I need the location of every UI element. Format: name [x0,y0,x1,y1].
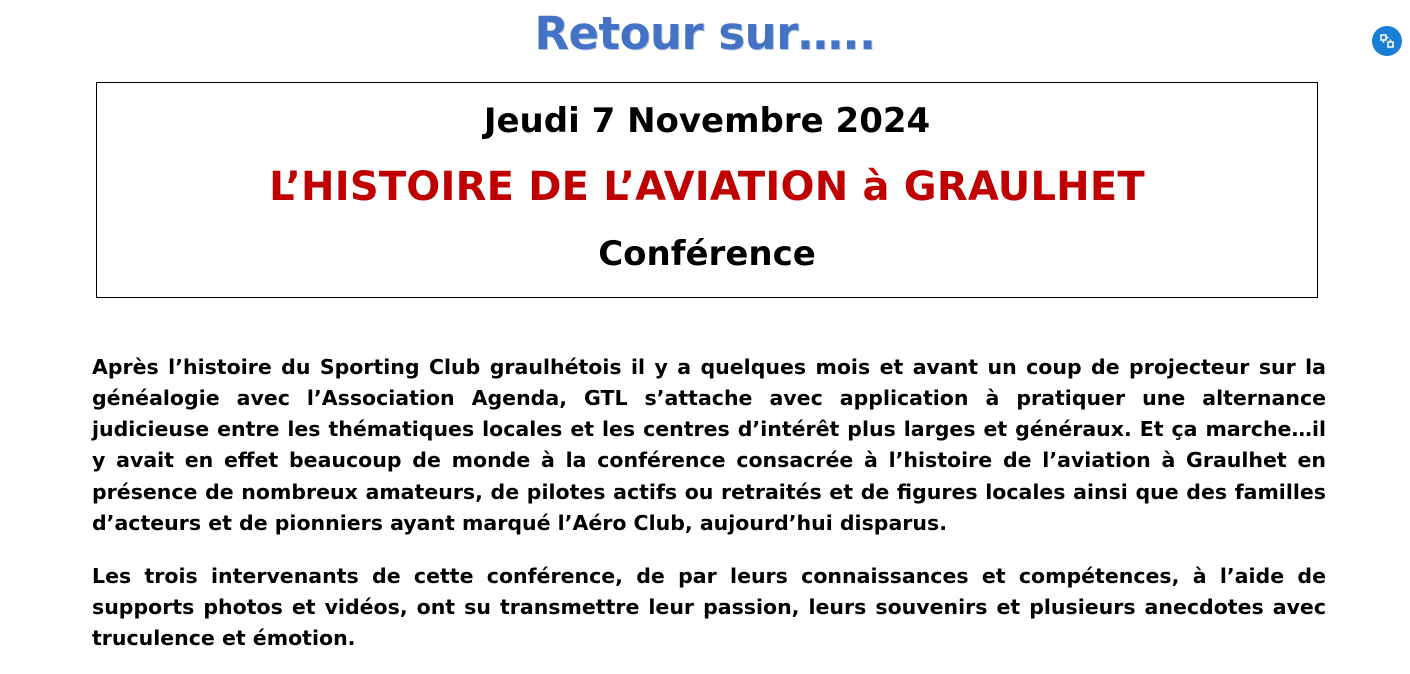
title-box [96,82,1318,298]
retour-heading: Retour sur….. [534,7,876,60]
retour-heading-wrap [0,7,1410,60]
event-date: Jeudi 7 Novembre 2024 [483,101,931,141]
paragraph-2: Les trois intervenants de cette conférence, de par leurs connaissances et compétences, à l’aide de supports photos et vidéos, ont su transmettre leur passion, leurs souvenirs et plusieurs anecdotes avec truculence et émotion. [92,563,1326,651]
article-body [92,352,1326,654]
paragraph-1: Après l’histoire du Sporting Club graulhétois il y a quelques mois et avant un coup de projecteur sur la généalogie avec l’Association Agenda, GTL s’attache avec application à pratiquer une alternance judicieuse entre les thématiques locales et les centres d’intérêt plus larges et généraux. Et ça marche…il y avait en effet beaucoup de monde à la conférence consacrée à l’histoire de l’aviation à Graulhet en présence de nombreux amateurs, de pilotes actifs ou retraités et de figures locales ainsi que des familles d’acteurs et de pionniers ayant marqué l’Aéro Club, aujourd’hui disparus. [92,355,1326,535]
event-title: L’HISTOIRE DE L’AVIATION à GRAULHET [269,163,1145,210]
event-subtitle: Conférence [598,233,816,274]
accessibility-badge-icon[interactable] [1372,26,1402,56]
